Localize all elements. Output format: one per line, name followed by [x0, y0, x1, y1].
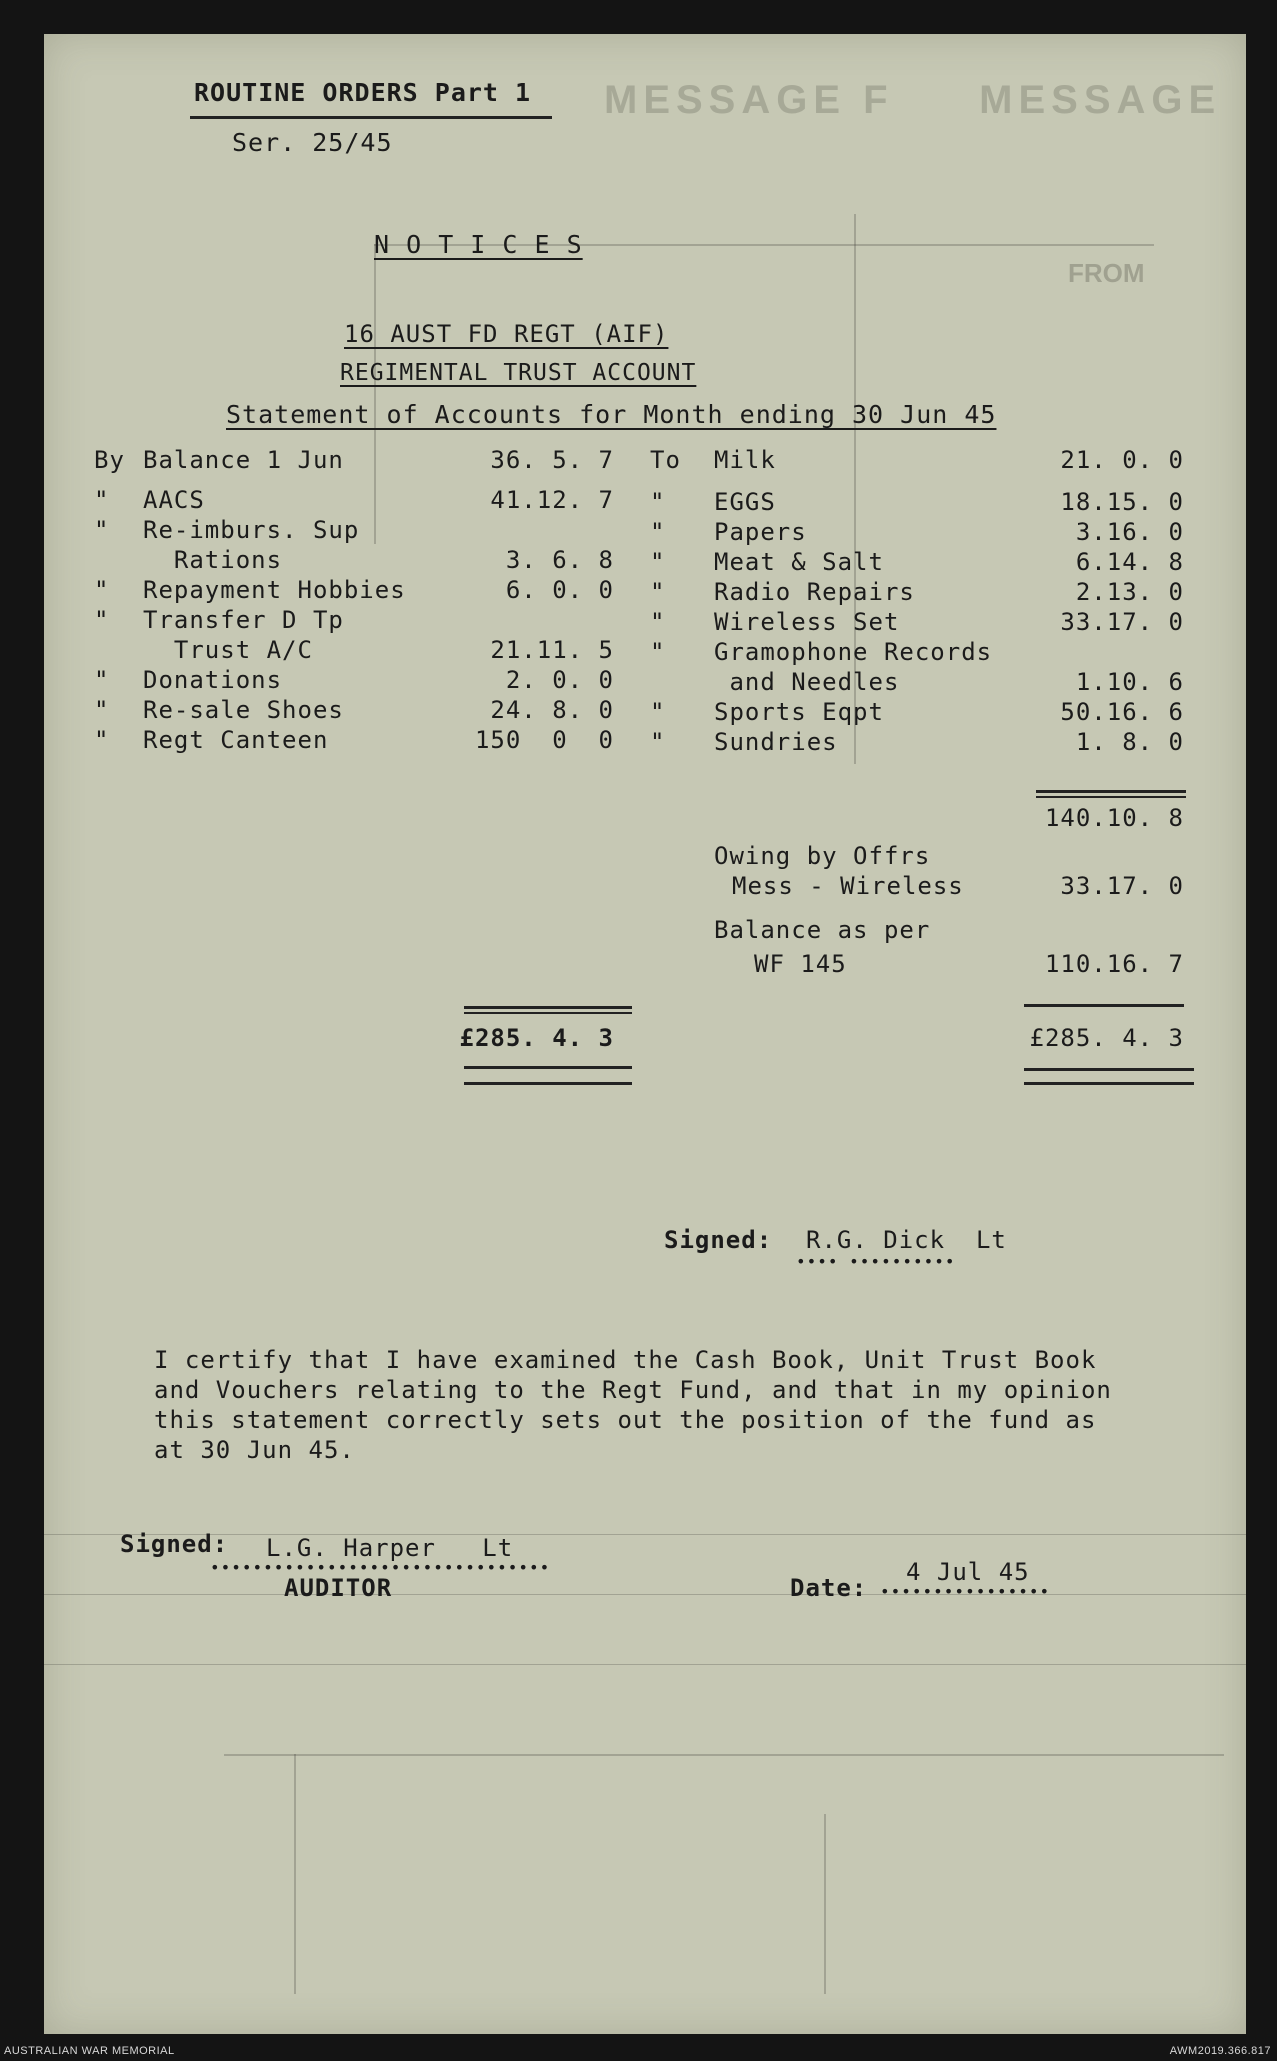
payment-prefix: " [650, 728, 666, 756]
payment-label: Wireless Set [714, 608, 900, 636]
receipt-amount: 150 0 0 [474, 726, 614, 754]
routine-orders-heading: ROUTINE ORDERS Part 1 [194, 78, 532, 107]
payment-prefix: To [650, 446, 681, 474]
background-form-line [374, 244, 376, 544]
receipt-amount: 36. 5. 7 [490, 446, 614, 474]
payment-label: Milk [714, 446, 776, 474]
owing-label: Mess - Wireless [732, 872, 964, 900]
receipt-amount: 3. 6. 8 [505, 546, 614, 574]
signature-dots: •••••••••••••••••••••••••••••••• [210, 1558, 551, 1577]
receipt-prefix: " [94, 666, 110, 694]
receipt-label: Regt Canteen [143, 726, 329, 754]
payment-amount: 1.10. 6 [1075, 668, 1184, 696]
payment-label: Papers [714, 518, 807, 546]
receipt-prefix: " [94, 576, 110, 604]
receipt-prefix: By [94, 446, 125, 474]
receipt-label: Re-sale Shoes [143, 696, 344, 724]
total-rule [1024, 1004, 1184, 1007]
background-form-line [44, 1594, 1246, 1595]
archive-credit: AUSTRALIAN WAR MEMORIAL [4, 2045, 175, 2057]
payment-prefix: " [650, 488, 666, 516]
auditor-name: L.G. Harper Lt [266, 1534, 514, 1562]
receipt-label: Transfer D Tp [143, 606, 344, 634]
statement-title: Statement of Accounts for Month ending 30 Jun 45 [226, 400, 997, 429]
payment-label: Sports Eqpt [714, 698, 884, 726]
total-rule [464, 1066, 632, 1069]
certification-line: and Vouchers relating to the Regt Fund, and that in my opinion [154, 1376, 1112, 1404]
date-label: Date: [790, 1574, 868, 1602]
payment-label: Meat & Salt [714, 548, 884, 576]
total-rule [464, 1006, 632, 1009]
receipt-label: Re-imburs. Sup [143, 516, 360, 544]
payment-label: Radio Repairs [714, 578, 915, 606]
heading-underline [190, 116, 552, 119]
total-rule [1024, 1082, 1194, 1085]
receipt-label: Repayment Hobbies [143, 576, 406, 604]
payment-amount: 3.16. 0 [1075, 518, 1184, 546]
certification-line: at 30 Jun 45. [154, 1436, 355, 1464]
total-rule [1024, 1068, 1194, 1071]
serial-number: Ser. 25/45 [232, 128, 393, 157]
receipt-label: Rations [143, 546, 283, 574]
owing-amount: 33.17. 0 [1060, 872, 1184, 900]
payment-amount: 50.16. 6 [1060, 698, 1184, 726]
payment-label: and Needles [714, 668, 900, 696]
background-form-line [824, 1814, 826, 1994]
balance-label: WF 145 [754, 950, 847, 978]
receipt-amount: 2. 0. 0 [505, 666, 614, 694]
receipt-prefix: " [94, 696, 110, 724]
archive-reference: AWM2019.366.817 [1169, 2045, 1271, 2057]
receipt-amount: 24. 8. 0 [490, 696, 614, 724]
receipt-prefix: " [94, 606, 110, 634]
receipt-label: Trust A/C [143, 636, 313, 664]
receipt-amount: 41.12. 7 [490, 486, 614, 514]
payment-amount: 2.13. 0 [1075, 578, 1184, 606]
payment-amount: 6.14. 8 [1075, 548, 1184, 576]
payment-amount: 21. 0. 0 [1060, 446, 1184, 474]
subtotal-amount: 140.10. 8 [1044, 804, 1184, 832]
payment-label: EGGS [714, 488, 776, 516]
balance-label: Balance as per [714, 916, 931, 944]
payment-label: Gramophone Records [714, 638, 993, 666]
payment-amount: 33.17. 0 [1060, 608, 1184, 636]
document-page [44, 34, 1246, 2034]
total-receipts: £285. 4. 3 [459, 1024, 614, 1052]
payment-prefix: " [650, 638, 666, 666]
background-form-line [294, 1754, 296, 1994]
date-value: 4 Jul 45 [906, 1558, 1030, 1586]
total-payments: £285. 4. 3 [1029, 1024, 1184, 1052]
payment-prefix: " [650, 548, 666, 576]
receipt-label: Balance 1 Jun [143, 446, 344, 474]
date-dots: •••••••••••••••• [880, 1582, 1051, 1601]
receipt-amount: 21.11. 5 [490, 636, 614, 664]
payment-prefix: " [650, 608, 666, 636]
payment-prefix: " [650, 518, 666, 546]
payment-prefix: " [650, 578, 666, 606]
signature-dots: •••• •••••••••• [796, 1252, 956, 1271]
background-form-line [224, 1754, 1224, 1756]
signatory-name: R.G. Dick Lt [806, 1226, 1007, 1254]
background-form-print: FROM [1068, 258, 1145, 288]
subtotal-rule [1036, 796, 1186, 798]
subtotal-rule [1036, 790, 1186, 793]
certification-line: I certify that I have examined the Cash Book, Unit Trust Book [154, 1346, 1097, 1374]
unit-name: 16 AUST FD REGT (AIF) [344, 320, 669, 348]
receipt-prefix: " [94, 516, 110, 544]
total-rule [464, 1082, 632, 1085]
balance-amount: 110.16. 7 [1044, 950, 1184, 978]
payment-label: Sundries [714, 728, 838, 756]
owing-label: Owing by Offrs [714, 842, 931, 870]
total-rule [464, 1012, 632, 1014]
payment-amount: 1. 8. 0 [1075, 728, 1184, 756]
receipt-prefix: " [94, 726, 110, 754]
receipt-amount: 6. 0. 0 [505, 576, 614, 604]
receipt-label: AACS [143, 486, 205, 514]
certification-line: this statement correctly sets out the position of the fund as [154, 1406, 1097, 1434]
background-form-print: MESSAGE F MESSAGE [604, 78, 1222, 122]
payment-amount: 18.15. 0 [1060, 488, 1184, 516]
notices-heading: N O T I C E S [374, 230, 583, 259]
background-form-line [44, 1664, 1246, 1665]
receipt-prefix: " [94, 486, 110, 514]
signed-label: Signed: [664, 1226, 773, 1254]
account-name: REGIMENTAL TRUST ACCOUNT [340, 360, 697, 386]
payment-prefix: " [650, 698, 666, 726]
receipt-label: Donations [143, 666, 283, 694]
auditor-role: AUDITOR [284, 1574, 393, 1602]
signed-label: Signed: [120, 1530, 229, 1558]
